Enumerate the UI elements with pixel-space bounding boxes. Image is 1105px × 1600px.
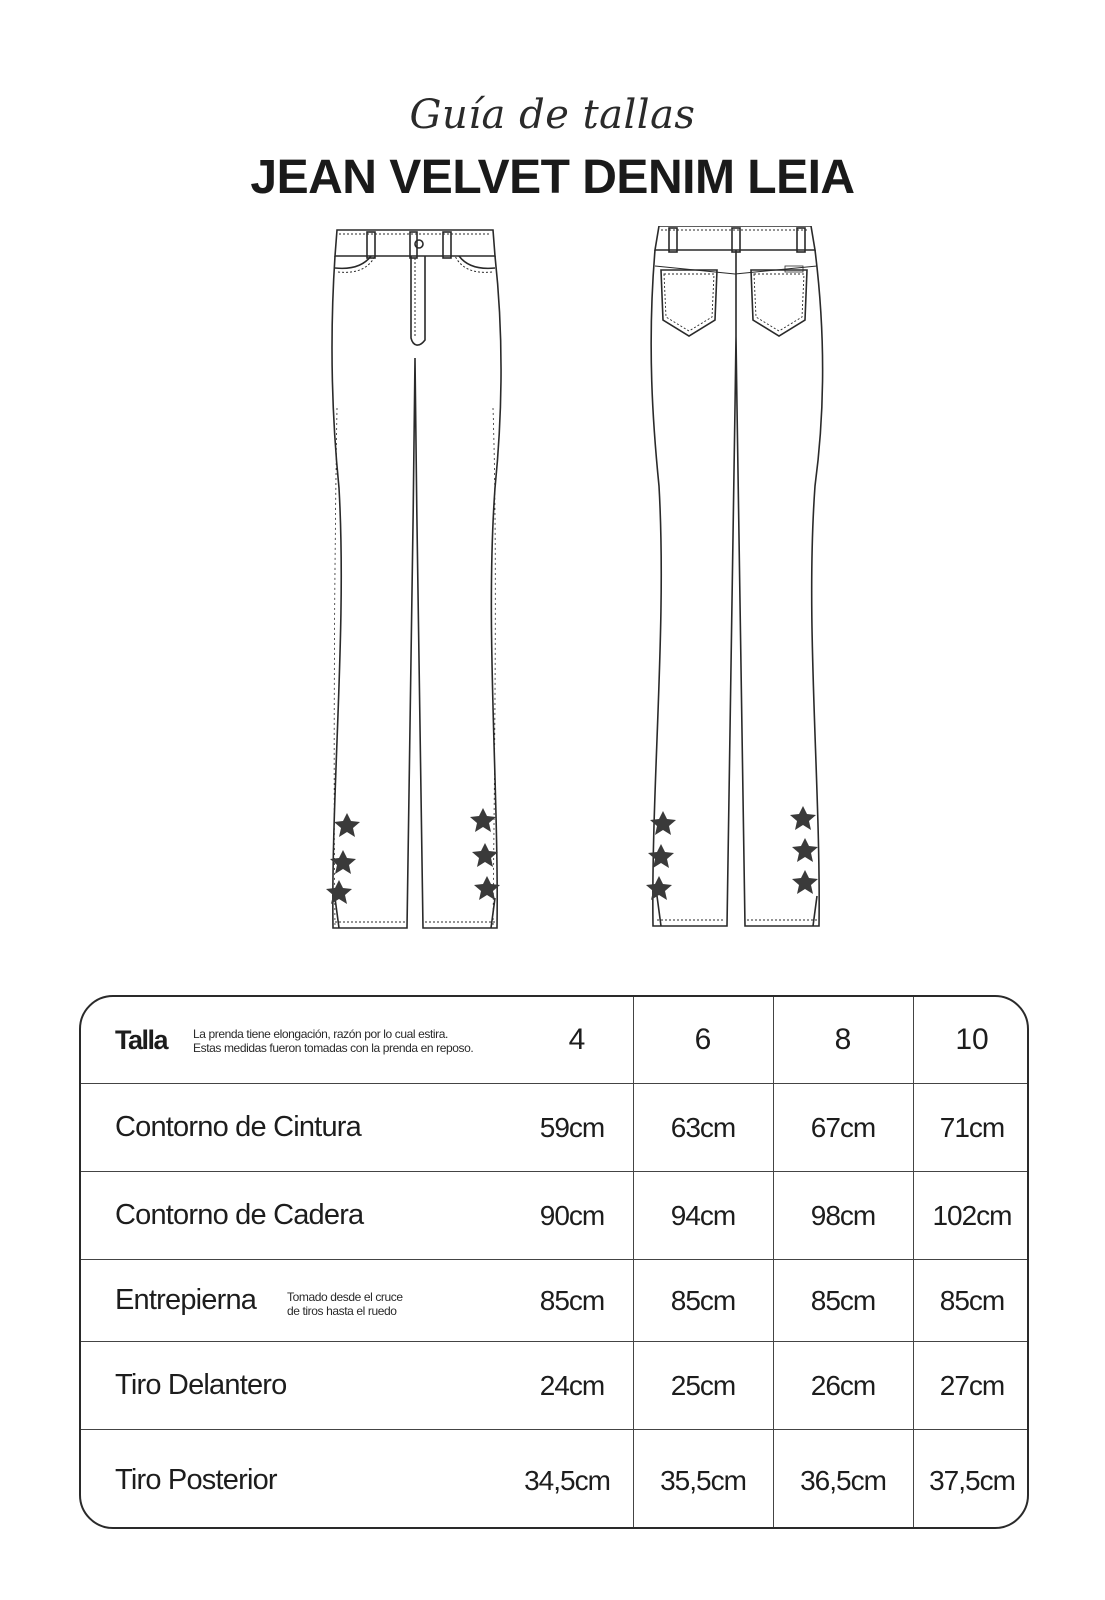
size-guide-script-title: Guía de tallas	[409, 92, 696, 138]
jeans-back-drawing	[645, 226, 830, 956]
table-row	[81, 1171, 1027, 1259]
size-8-header: 8	[834, 1023, 852, 1056]
value-cell: 26cm	[810, 1369, 876, 1401]
talla-label: Talla	[115, 1024, 168, 1055]
size-4-header: 4	[568, 1023, 586, 1056]
value-cell: 85cm	[939, 1284, 1005, 1316]
value-cell: 25cm	[670, 1369, 736, 1401]
value-cell: 63cm	[670, 1111, 736, 1143]
value-cell: 27cm	[939, 1369, 1005, 1401]
value-cell: 67cm	[810, 1111, 876, 1143]
row-label: Contorno de Cintura	[115, 1111, 361, 1143]
value-cell: 98cm	[810, 1199, 876, 1231]
value-cell: 71cm	[939, 1111, 1005, 1143]
size-table	[79, 995, 1029, 1529]
table-row	[81, 1341, 1027, 1429]
row-label: Entrepierna	[115, 1284, 257, 1316]
table-row	[81, 1083, 1027, 1171]
value-cell: 94cm	[670, 1199, 736, 1231]
value-cell: 85cm	[539, 1284, 605, 1316]
value-cell: 85cm	[810, 1284, 876, 1316]
table-header-row	[81, 997, 1027, 1083]
size-10-header: 10	[955, 1023, 989, 1056]
value-cell: 34,5cm	[524, 1464, 610, 1496]
row-label: Contorno de Cadera	[115, 1199, 364, 1231]
talla-note-line: Estas medidas fueron tomadas con la prenda en reposo.	[193, 1041, 474, 1055]
value-cell: 102cm	[932, 1199, 1012, 1231]
product-title: JEAN VELVET DENIM LEIA	[250, 151, 855, 204]
entrepierna-note-line: de tiros hasta el ruedo	[287, 1304, 397, 1318]
entrepierna-note-line: Tomado desde el cruce	[287, 1290, 403, 1304]
jeans-front-icon	[325, 228, 510, 958]
jeans-front-drawing	[325, 228, 510, 958]
row-label: Tiro Delantero	[115, 1369, 287, 1401]
entrepierna-note	[287, 1290, 403, 1318]
size-6-header: 6	[694, 1023, 712, 1056]
value-cell: 85cm	[670, 1284, 736, 1316]
talla-note	[193, 1027, 473, 1055]
value-cell: 36,5cm	[800, 1464, 886, 1496]
value-cell: 24cm	[539, 1369, 605, 1401]
table-row	[81, 1429, 1027, 1529]
jeans-back-icon	[645, 226, 830, 956]
value-cell: 37,5cm	[929, 1464, 1015, 1496]
table-row	[81, 1259, 1027, 1341]
talla-note-line: La prenda tiene elongación, razón por lo cual estira.	[193, 1027, 448, 1041]
value-cell: 90cm	[539, 1199, 605, 1231]
value-cell: 35,5cm	[660, 1464, 746, 1496]
value-cell: 59cm	[539, 1111, 605, 1143]
row-label: Tiro Posterior	[115, 1464, 277, 1496]
